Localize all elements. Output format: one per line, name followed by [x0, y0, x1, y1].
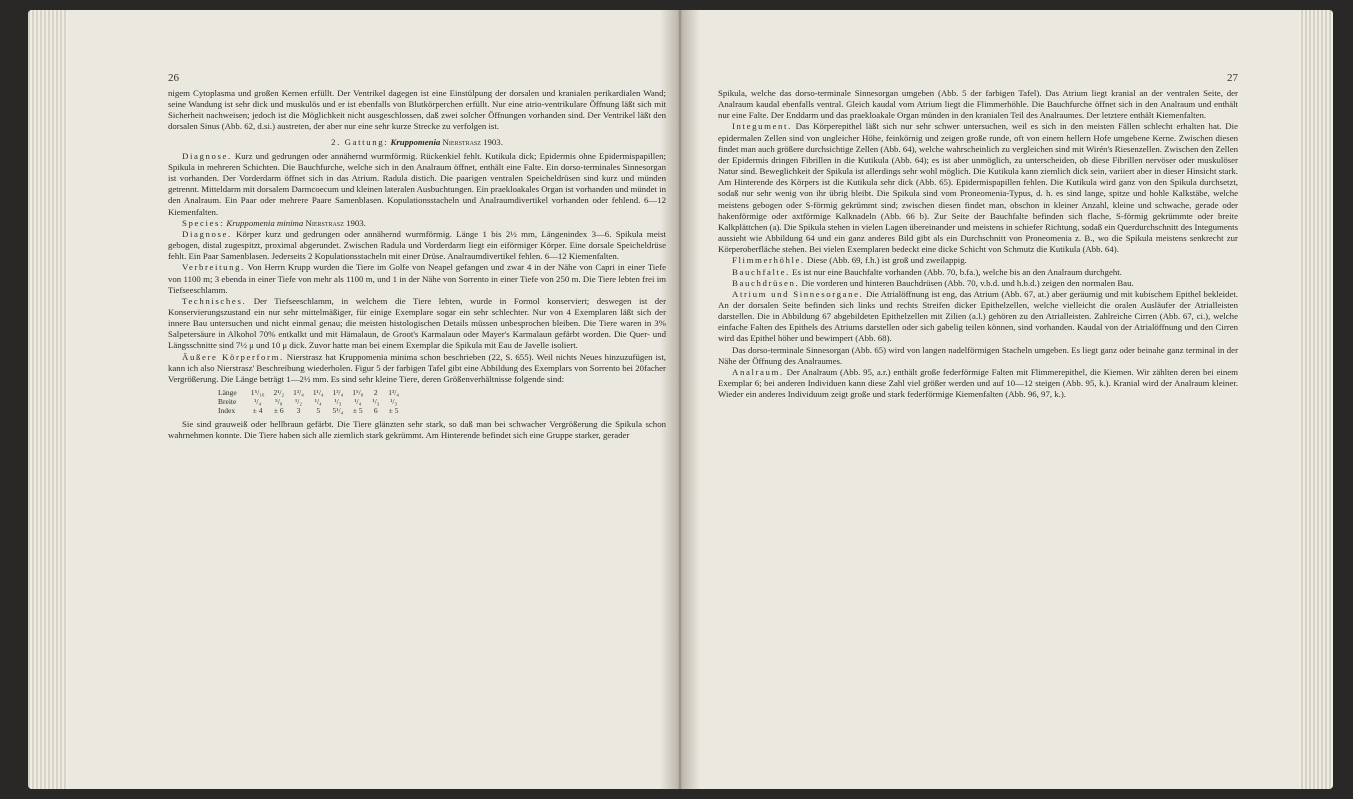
page-number-right: 27	[1227, 72, 1238, 84]
right-page-edges	[1299, 10, 1333, 789]
genus-heading: 2. Gattung: Kruppomenia Nierstrasz 1903.	[331, 136, 503, 147]
paragraph-technisches: Technisches. Der Tiefseeschlamm, in welchem die Tiere lebten, wurde in Formol konserviert; deswegen ist der Konservierungszustand ein nur sehr mittelmäßiger, für einige Exemplare sogar ein sehr schlechter. Nur von 4 Exemplaren läßt sich der innere Bau untersuchen und nicht einmal genau; die meisten histologischen Details müssen unbesprochen bleiben. Die Tiere waren in 3% Salpetersäure in Alkohol 70% entkalkt und mit Hämalaun, de Groot's Karmalaun oder Mayer's Karmalaun gefärbt worden. Die Quer- und Längsschnitte sind 7½ μ und 10 μ dick. Zuvor hatte man bei einem Exemplar die Spikula mit Eau de Javelle isoliert.	[168, 295, 666, 351]
paragraph: nigem Cytoplasma und großen Kernen erfüllt. Der Ventrikel dagegen ist eine Einstülpung der dorsalen und kranialen perikardialen Wand; seine Wandung ist sehr dick und muskulös und er ist ebenfalls von Blutkörperchen erfüllt. Nur eine atrio-ventrikulare Öffnung läßt sich mit Sicherheit nachweisen; jedoch ist die Möglichkeit nicht ausgeschlossen, daß zwei solcher Öffnungen vorhanden sind. Der Ventrikel läßt den dorsalen Sinus (Abb. 62, d.si.) austreten, der aber nur eine sehr kurze Strecke zu verfolgen ist.	[168, 88, 666, 132]
table-row: Breite ¹/₄ ⁵/₈ ¹/₂ ¹/₄ ¹/₃ ¹/₄ ¹/₃ ¹/₃	[218, 397, 398, 407]
paragraph-aeussere-koerperform: Äußere Körperform. Nierstrasz hat Kruppomenia minima schon beschrieben (22, S. 655). Weil nichts Neues hinzuzufügen ist, kann ich also Nierstrasz' Beschreibung wiederholen. Figur 5 der farbigen Tafel gibt eine Abbildung des Exemplars von Sorrento bei 20facher Vergrößerung. Die Länge beträgt 1—2½ mm. Es sind sehr kleine Tiere, deren Größenverhältnisse folgende sind:	[168, 351, 666, 384]
page-number-left: 26	[168, 72, 179, 84]
book-gutter	[660, 10, 700, 789]
paragraph-integument: Integument. Das Körperepithel läßt sich nur sehr schwer untersuchen, weil es sich in den meisten Fällen schlecht erhalten hat. Die epidermalen Zellen sind von ungleicher Höhe, feinkörnig und zeigen große runde, oft von einem hellern Hofe umgebene Kerne. Zwischen diesen findet man auch größere durchsichtige Zellen (Abb. 64), welche wahrscheinlich zu vergleichen sind mit Wirén's Riesenzellen. Zwischen den Zellen der Epidermis dringen Fibrillen in die Kutikula (Abb. 64); es ist aber unmöglich, zu unterscheiden, ob diese Fibrillen nervöser oder muskulöser Natur sind. Beweglichkeit der Spikula ist allerdings sehr wohl möglich. Die Kutikula kann ziemlich dick sein, variiert aber in dieser Hinsicht stark. Am Hinterende des Körpers ist die Kutikula sehr dick (Abb. 65). Epidermispapillen fehlen. Die Kutikula wird ganz von den Spikula durchsetzt, sodaß nur sehr wenig von ihr übrig bleibt. Die Spikula sind vom Proneomenia-Typus, d. h. es sind lange, spitze und hohle Kalkstäbe, welche meistens gebogen oder S-förmig gekrümmt sind; zwischen diesen findet man, obschon in kleiner Anzahl, kleine und schwache, gerade oder hakenförmige oder axtförmige Kalknadeln (Abb. 66 b). Zur Seite der Bauchfalte befinden sich flache, S-förmig gekrümmte oder breite Kalkplättchen (a). Die Spikula stehen in vielen Lagen übereinander und meistens in schiefer Richtung, sodaß ein Querdurchschnitt des Integuments aussieht wie Abbildung 64 und ein ganz anderes Bild gibt als ein Durchschnitt von Proneomenia z. B., wo die Spikula meistens senkrecht zur Körperoberfläche stehen. Bei vielen Exemplaren bedeckt eine dicke Schicht von Schmutz die Kutikula (Abb. 64).	[718, 121, 1238, 255]
species-line: Species: Kruppomenia minima Nierstrasz 1903.	[182, 217, 366, 228]
paragraph-bauchdruesen: Bauchdrüsen. Die vorderen und hinteren Bauchdrüsen (Abb. 70, v.b.d. und h.b.d.) zeigen den normalen Bau.	[732, 277, 1134, 288]
paragraph-verbreitung: Verbreitung. Von Herrn Krupp wurden die Tiere im Golfe von Neapel gefangen und zwar 4 in der Nähe von Capri in einer Tiefe von 1100 m; 3 ebenda in einer Tiefe von mehr als 1100 m, und 1 in der Nähe von Sorrento in einer Tiefe von 250 m. Die Tiere lebten frei im Tiefseeschlamm.	[168, 262, 666, 295]
paragraph-atrium: Atrium und Sinnesorgane. Die Atrialöffnung ist eng, das Atrium (Abb. 67, at.) aber geräumig und mit kubischem Epithel bekleidet. An der dorsalen Seite befinden sich links und rechts Streifen dicker Epithelzellen, welche vielleicht die oralen Ausläufer der Atrialleisten darstellen. Die in Abbildung 67 abgebildeten Epithelzellen mit Zilien (a.l.) gehören zu den Atrialleisten. Zahlreiche Cirren (Abb. 67, ci.), welche einfache Falten des Epithels des Atriums darstellen oder sich gabelig teilen können, sind vorhanden. Kaudal von der Atrialöffnung und den Cirren wird das Epithel höher und bewimpert (Abb. 68).	[718, 288, 1238, 344]
paragraph-sinnesorgan: Das dorso-terminale Sinnesorgan (Abb. 65) wird von langen nadelförmigen Stacheln umgeben. Es liegt ganz oder beinahe ganz terminal in der Nähe der Öffnung des Analraumes.	[718, 344, 1238, 366]
left-page-edges	[28, 10, 68, 789]
left-page-text	[168, 88, 666, 441]
paragraph-diagnose-species: Diagnose. Körper kurz und gedrungen oder annähernd wurmförmig. Länge 1 bis 2½ mm, Längenindex 3—6. Spikula meist gebogen, distal zugespitzt, proximal abgerundet. Zwischen Radula und Vorderdarm liegt ein eiförmiger Körper. Eine dorsale Speicheldrüse fehlt. Ein Paar Samenblasen. Jederseits 2 Kopulationsstacheln mit einer Drüse. Analraumdivertikel fehlen. 6—12 Kiemenfalten.	[168, 228, 666, 262]
table-row: Index ± 4 ± 6 3 5 5¹/₄ ± 5 6 ± 5	[218, 406, 399, 416]
paragraph-diagnose-genus: Diagnose. Kurz und gedrungen oder annähernd wurmförmig. Rückenkiel fehlt. Kutikula dick; Epidermis ohne Epidermispapillen; Spikula in mehreren Schichten. Die Bauchfurche, welche sich in den Analraum öffnet, enthält eine Falte. Ein dorso-terminales Sinnesorgan ist vorhanden. Der Vorderdarm öffnet sich in das Atrium. Radula distich. Die paarigen ventralen Speicheldrüsen sind kurz und münden getrennt. Mitteldarm mit dorsalem Darmcoecum und kleinen lateralen Ausbuchtungen. Ein praekloakales Organ ist vorhanden und mündet in den Analraum. Ein Paar oder mehrere Paare Samenblasen. Kopulationsstacheln und Analraumdivertikel vorhanden oder fehlend. 6—12 Kiemenfalten.	[168, 150, 666, 217]
paragraph: Spikula, welche das dorso-terminale Sinnesorgan umgeben (Abb. 5 der farbigen Tafel). Das Atrium liegt kranial an der ventralen Seite, der Analraum kaudal ebenfalls ventral. Gleich kaudal vom Atrium liegt die Flimmerhöhle. Die Bauchfurche öffnet sich in den Analraum und enthält nur eine Falte. Der Enddarm und das praekloakale Organ münden in den kranialen Teil des Analraumes. Der letztere enthält Kiemenfalten.	[718, 88, 1238, 121]
size-table	[218, 388, 408, 415]
paragraph-analraum: Analraum. Der Analraum (Abb. 95, a.r.) enthält große federförmige Falten mit Flimmerepithel, die Kiemen. Wir zählten deren bei einem Exemplar 6; bei anderen Individuen kann diese Zahl viel größer werden und auf 10—12 steigen (Abb. 95, k.). Kranial wird der Analraum kleiner. Wieder ein anderes Individuum zeigt große und stark federförmige Kiemenfalten (Abb. 96, 97, k.).	[718, 366, 1238, 400]
paragraph-bauchfalte: Bauchfalte. Es ist nur eine Bauchfalte vorhanden (Abb. 70, b.fa.), welche bis an den Analraum durchgeht.	[732, 266, 1122, 277]
paragraph-flimmerhoehle: Flimmerhöhle. Diese (Abb. 69, f.h.) ist groß und zweilappig.	[732, 255, 967, 266]
paragraph: Sie sind grauweiß oder hellbraun gefärbt. Die Tiere glänzten sehr stark, so daß man bei schwacher Vergrößerung die Spikula schon wahrnehmen konnte. Die Tiere haben sich alle ziemlich stark gekrümmt. Am Hinterende befindet sich eine Gruppe starker, gerader	[168, 419, 666, 441]
table-row: Länge 1⁵/₁₆ 2¹/₂ 1³/₄ 1¹/₄ 1³/₄ 1⁵/₈ 2 1³/₄	[218, 388, 399, 398]
right-page-text	[718, 88, 1238, 400]
book-spread	[28, 10, 1333, 789]
